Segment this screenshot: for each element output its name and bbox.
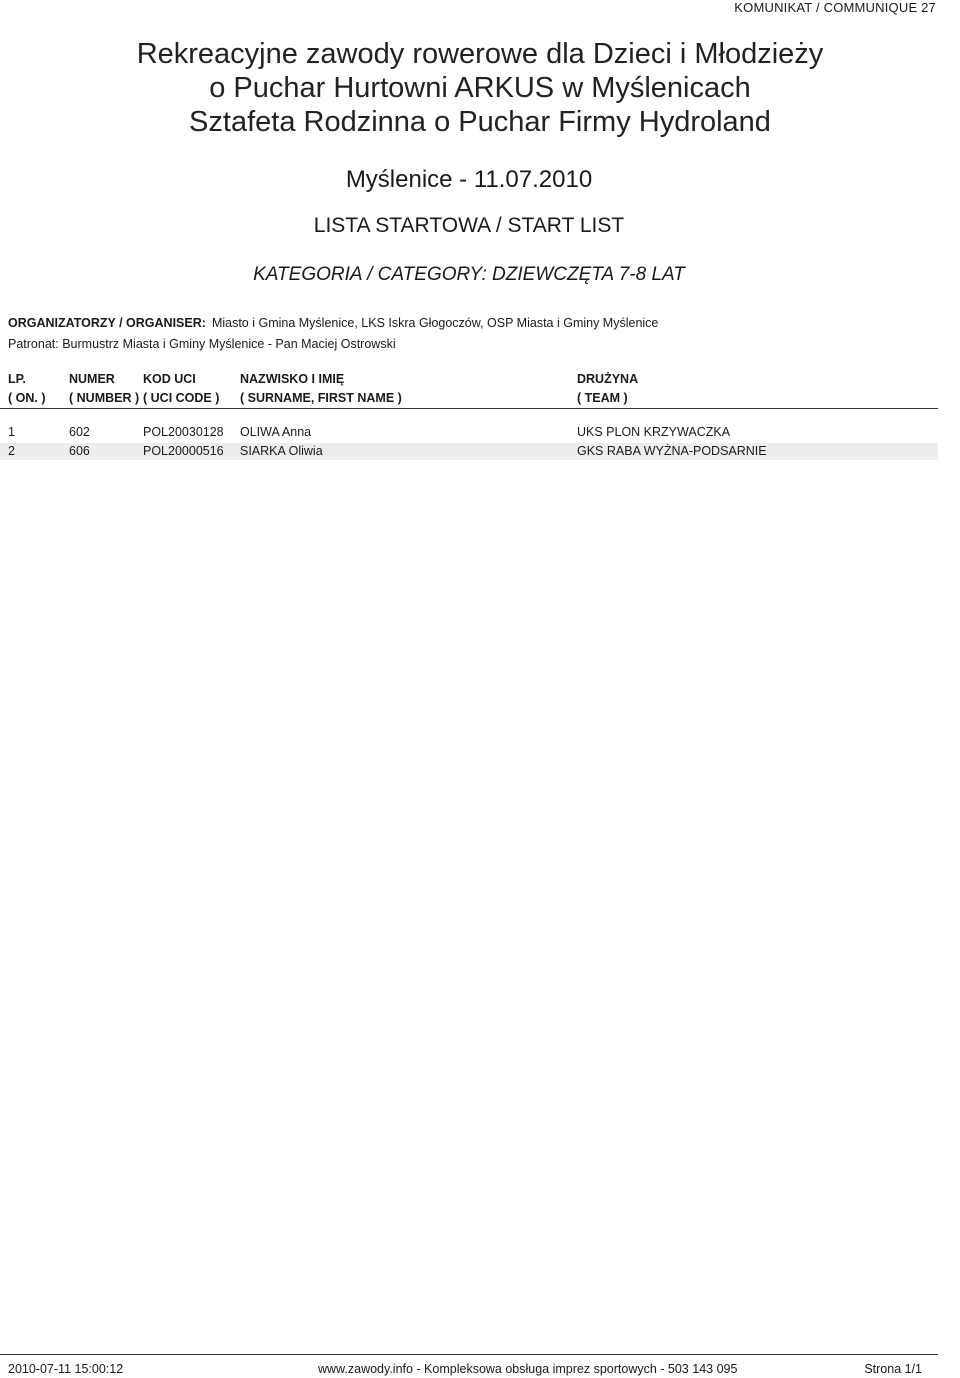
title-line-3: Sztafeta Rodzinna o Puchar Firmy Hydroland [189,106,771,138]
category-title: KATEGORIA / CATEGORY: DZIEWCZĘTA 7-8 LAT [253,264,685,285]
table-row [0,424,938,441]
title-line-1: Rekreacyjne zawody rowerowe dla Dzieci i Młodzieży [136,38,824,70]
cell-team: UKS PLON KRZYWACZKA [577,425,731,439]
col-subheader-name: ( SURNAME, FIRST NAME ) [240,391,402,405]
footer-site: www.zawody.info - Kompleksowa obsługa imprez sportowych - 503 143 095 [318,1362,738,1376]
col-subheader-lp: ( ON. ) [8,391,46,405]
col-subheader-uci: ( UCI CODE ) [143,391,220,405]
footer-divider [0,1354,938,1355]
title-line-2: o Puchar Hurtowni ARKUS w Myślenicach [209,72,751,104]
event-date: Myślenice - 11.07.2010 [345,166,593,193]
col-subheader-team: ( TEAM ) [577,391,628,405]
header-divider [0,408,938,409]
col-subheader-number: ( NUMBER ) [69,391,140,405]
footer-page-number: Strona 1/1 [864,1362,922,1376]
col-header-number: NUMER [69,372,115,386]
cell-lp: 1 [8,425,15,439]
organisers-line [8,316,658,330]
cell-lp: 2 [8,444,15,458]
cell-number: 606 [69,444,90,458]
patron-line: Patronat: Burmustrz Miasta i Gminy Myślenice - Pan Maciej Ostrowski [8,337,396,351]
col-header-lp: LP. [8,372,26,386]
cell-team: GKS RABA WYŻNA-PODSARNIE [577,444,767,458]
cell-name: OLIWA Anna [240,425,312,439]
cell-name: SIARKA Oliwia [240,444,323,458]
cell-uci: POL20030128 [143,425,224,439]
organisers-label: ORGANIZATORZY / ORGANISER: [8,316,206,330]
cell-number: 602 [69,425,90,439]
list-title: LISTA STARTOWA / START LIST [313,214,625,237]
organisers-text: Miasto i Gmina Myślenice, LKS Iskra Głogoczów, OSP Miasta i Gminy Myślenice [211,316,659,330]
col-header-team: DRUŻYNA [577,372,639,386]
table-row [0,443,938,460]
communique-label: KOMUNIKAT / COMMUNIQUE 27 [734,0,936,15]
col-header-name: NAZWISKO I IMIĘ [240,372,345,386]
footer-timestamp: 2010-07-11 15:00:12 [8,1362,124,1376]
col-header-uci: KOD UCI [143,372,196,386]
cell-uci: POL20000516 [143,444,224,458]
